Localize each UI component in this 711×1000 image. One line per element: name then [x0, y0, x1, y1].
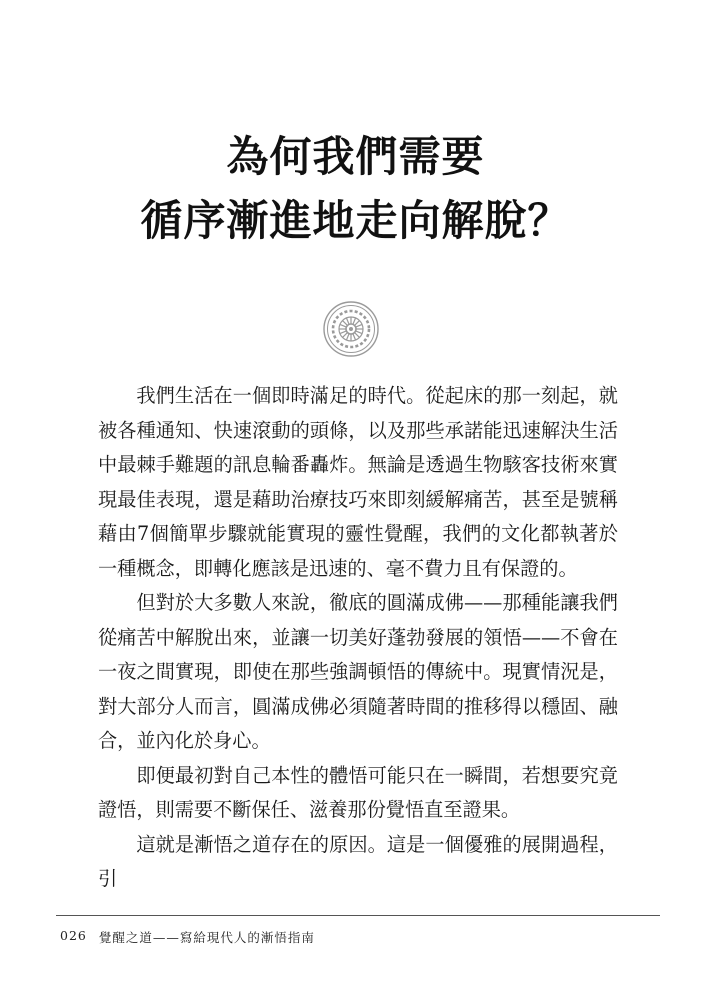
paragraph-3: 即便最初對自己本性的體悟可能只在一瞬間，若想要究竟證悟，則需要不斷保任、滋養那份覺悟直至證果。	[98, 763, 618, 821]
paragraph-1: 我們生活在一個即時滿足的時代。從起床的那一刻起，就被各種通知、快速滾動的頭條，以及那些承諾能迅速解決生活中最棘手難題的訊息輪番轟炸。無論是透過生物駭客技術來實現最佳表現，還是藉助治療技巧來即刻緩解痛苦，甚至是號稱藉由7個簡單步驟就能實現的靈性覺醒，我們的文化都執著於一種概念，即轉化應該是迅速的、毫不費力且有保證的。	[98, 384, 618, 580]
paragraph-2: 但對於大多數人來說，徹底的圓滿成佛——那種能讓我們從痛苦中解脫出來，並讓一切美好蓬勃發展的領悟——不會在一夜之間實現，即使在那些強調頓悟的傳統中。現實情況是，對大部分人而言，圓滿成佛必須隨著時間的推移得以穩固、融合，並內化於身心。	[98, 591, 618, 752]
chapter-body	[98, 379, 618, 897]
footer-divider	[56, 915, 660, 916]
chapter-title-line-1: 為何我們需要	[226, 132, 485, 181]
paragraph-4: 這就是漸悟之道存在的原因。這是一個優雅的展開過程，引	[98, 832, 618, 890]
page-footer	[60, 928, 315, 946]
running-book-title: 覺醒之道——寫給現代人的漸悟指南	[98, 930, 315, 945]
dharma-wheel-icon	[322, 300, 380, 358]
page-number: 026	[60, 928, 87, 943]
chapter-title-line-2: 循序漸進地走向解脫？	[140, 196, 571, 245]
